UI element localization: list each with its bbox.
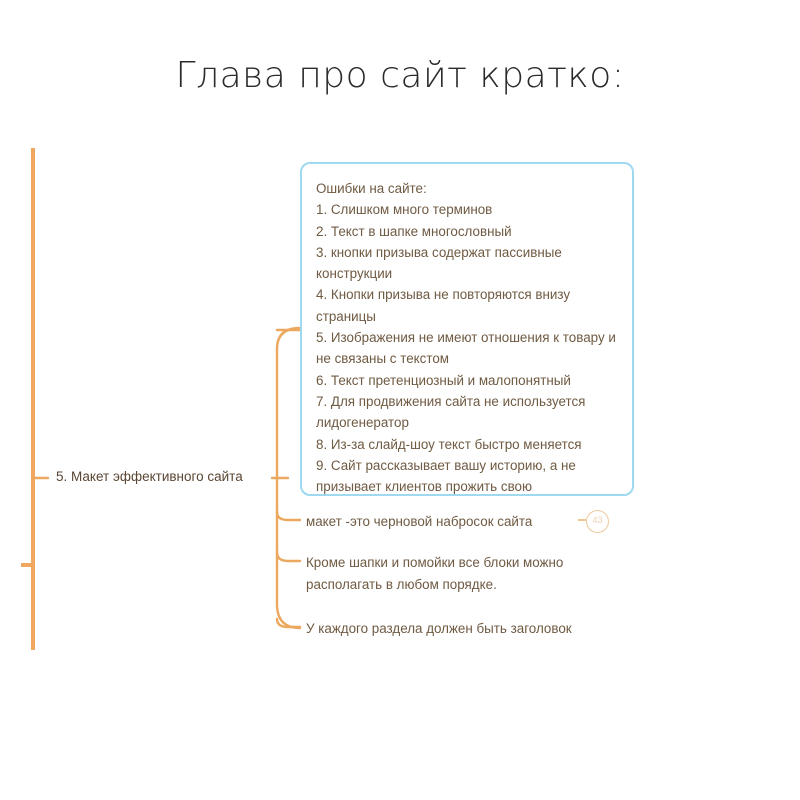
sub-item-macket-definition[interactable]: макет -это черновой набросок сайта <box>306 514 533 529</box>
bracket-arm-2 <box>277 552 300 561</box>
bracket-arm-3 <box>277 619 300 627</box>
page-title: Глава про сайт кратко: <box>175 55 625 96</box>
error-item: 3. кнопки призыва содержат пассивные конструкции <box>316 244 566 282</box>
error-item: 4. Кнопки призыва не повторяются внизу страницы <box>316 287 574 324</box>
badge-connector-dash <box>578 519 586 521</box>
bracket-arm-1 <box>277 512 300 520</box>
bracket-spine <box>277 328 300 628</box>
sub-item-block-order[interactable]: Кроме шапки и помойки все блоки можно располагать в любом порядке. <box>306 555 564 592</box>
error-item: 8. Из-за слайд-шоу текст быстро меняется <box>316 436 582 452</box>
error-item: 6. Текст претенциозный и малопонятный <box>316 372 571 388</box>
error-item: 2. Текст в шапке многословный <box>316 223 512 239</box>
errors-note-box <box>300 162 634 496</box>
error-item: 9. Сайт рассказывает вашу историю, а не призывает клиентов прожить свою <box>316 457 580 495</box>
branch-label-macket[interactable]: 5. Макет эффективного сайта <box>56 469 243 484</box>
error-item: 5. Изображения не имеют отношения к товару и не связаны с текстом <box>316 330 620 367</box>
error-item: 1. Слишком много терминов <box>316 202 493 218</box>
sub-item-section-heading[interactable]: У каждого раздела должен быть заголовок <box>306 621 572 636</box>
errors-heading: Ошибки на сайте: <box>316 181 427 196</box>
error-item: 7. Для продвижения сайта не используется лидогенератор <box>316 393 590 431</box>
note-count-badge[interactable]: 43 <box>586 510 609 533</box>
